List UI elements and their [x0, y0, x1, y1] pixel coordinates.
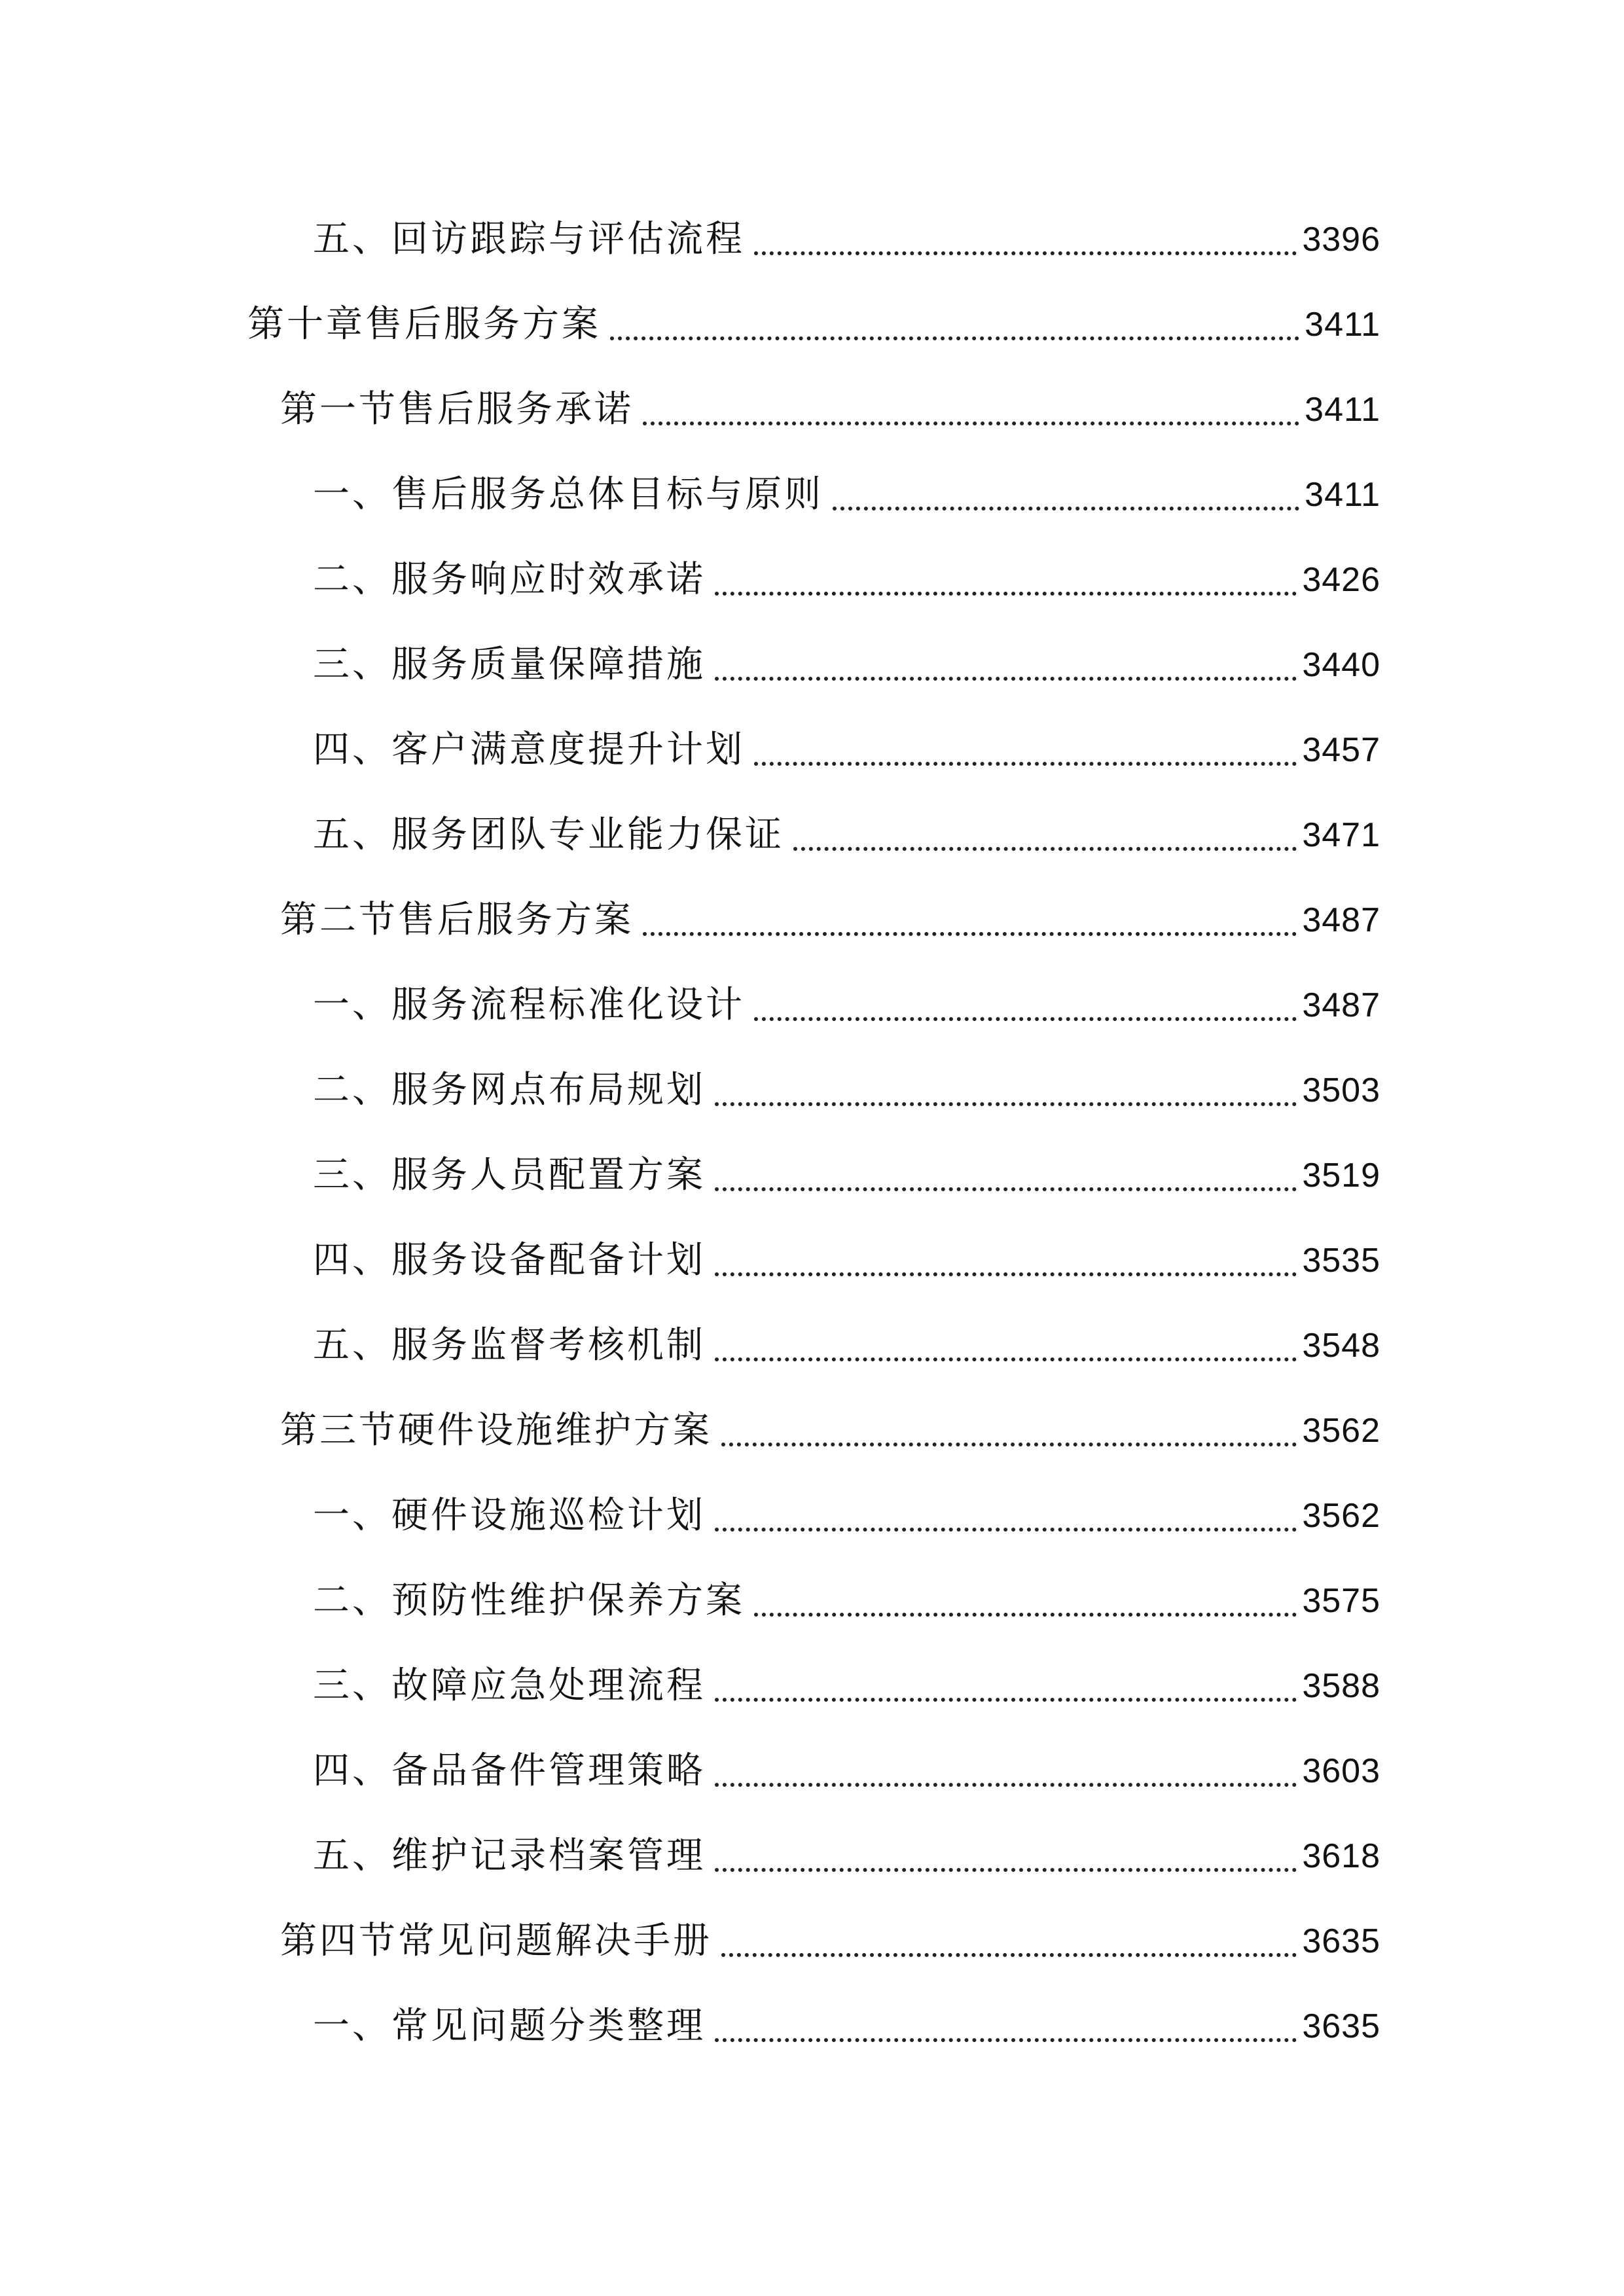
- toc-entry-title: 五、维护记录档案管理: [313, 1835, 706, 1877]
- toc-entry[interactable]: [313, 469, 1380, 521]
- toc-entry-page: 3426: [1302, 561, 1380, 599]
- dot-leader: [715, 2038, 1297, 2042]
- dot-leader: [715, 1187, 1297, 1191]
- toc-entry-title: 四、备品备件管理策略: [313, 1749, 706, 1792]
- toc-entry-title: 第四节常见问题解决手册: [280, 1920, 712, 1962]
- toc-entry[interactable]: [313, 1575, 1380, 1627]
- toc-entry-page: 3562: [1302, 1497, 1380, 1535]
- toc-entry[interactable]: [313, 1490, 1380, 1542]
- toc-entry-title: 五、服务团队专业能力保证: [313, 814, 784, 856]
- dot-leader: [715, 677, 1297, 681]
- toc-entry[interactable]: [313, 1745, 1380, 1797]
- toc-entry-page: 3548: [1302, 1327, 1380, 1365]
- toc-entry-title: 第三节硬件设施维护方案: [280, 1409, 712, 1452]
- dot-leader: [715, 1102, 1297, 1106]
- toc-entry[interactable]: [313, 724, 1380, 776]
- toc-entry-title: 二、服务网点布局规划: [313, 1069, 706, 1111]
- dot-leader: [754, 1017, 1297, 1021]
- toc-entry-page: 3503: [1302, 1071, 1380, 1109]
- toc-entry-title: 二、预防性维护保养方案: [313, 1579, 745, 1622]
- dot-leader: [754, 251, 1297, 255]
- toc-entry-title: 第十章售后服务方案: [247, 303, 601, 346]
- toc-entry-page: 3575: [1302, 1582, 1380, 1620]
- toc-entry[interactable]: [313, 1830, 1380, 1882]
- toc-entry-title: 一、售后服务总体目标与原则: [313, 473, 823, 516]
- toc-entry-page: 3411: [1305, 476, 1380, 514]
- dot-leader: [721, 1443, 1297, 1446]
- dot-leader: [793, 847, 1297, 851]
- toc-entry[interactable]: [313, 213, 1380, 266]
- toc-entry-title: 五、回访跟踪与评估流程: [313, 218, 745, 260]
- dot-leader: [610, 336, 1299, 340]
- toc-entry-page: 3440: [1302, 646, 1380, 684]
- toc-entry-page: 3411: [1305, 391, 1380, 429]
- toc-entry[interactable]: [313, 809, 1380, 861]
- toc-entry-page: 3471: [1302, 816, 1380, 854]
- toc-entry-title: 二、服务响应时效承诺: [313, 558, 706, 601]
- toc-entry-page: 3618: [1302, 1837, 1380, 1875]
- toc-entry[interactable]: [247, 298, 1380, 351]
- dot-leader: [715, 1698, 1297, 1702]
- toc-entry-page: 3603: [1302, 1752, 1380, 1790]
- toc-entry[interactable]: [280, 1915, 1380, 1967]
- toc-entry[interactable]: [313, 1149, 1380, 1202]
- toc-entry-title: 三、服务人员配置方案: [313, 1154, 706, 1196]
- toc-entry-title: 五、服务监督考核机制: [313, 1324, 706, 1367]
- toc-entry-title: 四、客户满意度提升计划: [313, 728, 745, 771]
- toc-entry[interactable]: [313, 639, 1380, 691]
- dot-leader: [715, 592, 1297, 596]
- toc-entry[interactable]: [313, 2000, 1380, 2053]
- toc-entry-title: 第二节售后服务方案: [280, 899, 634, 941]
- dot-leader: [721, 1953, 1297, 1957]
- toc-entry[interactable]: [313, 1234, 1380, 1287]
- toc-entry-page: 3487: [1302, 901, 1380, 939]
- toc-entry-page: 3562: [1302, 1412, 1380, 1450]
- toc-entry-page: 3535: [1302, 1242, 1380, 1280]
- dot-leader: [643, 422, 1299, 425]
- dot-leader: [715, 1868, 1297, 1872]
- dot-leader: [715, 1783, 1297, 1787]
- toc-entry[interactable]: [313, 1660, 1380, 1712]
- toc-entry[interactable]: [313, 979, 1380, 1031]
- toc-entry-title: 三、故障应急处理流程: [313, 1664, 706, 1707]
- toc-entry-page: 3487: [1302, 986, 1380, 1024]
- toc-entry-page: 3457: [1302, 731, 1380, 769]
- dot-leader: [754, 1613, 1297, 1617]
- dot-leader: [715, 1272, 1297, 1276]
- toc-entry-page: 3635: [1302, 1922, 1380, 1960]
- toc-entry-title: 一、服务流程标准化设计: [313, 984, 745, 1026]
- toc-entry[interactable]: [280, 894, 1380, 946]
- dot-leader: [715, 1528, 1297, 1532]
- toc-entry[interactable]: [313, 554, 1380, 606]
- toc-entry-page: 3411: [1305, 306, 1380, 344]
- toc-entry-title: 一、硬件设施巡检计划: [313, 1494, 706, 1537]
- toc-entry[interactable]: [280, 1405, 1380, 1457]
- toc-entry-title: 三、服务质量保障措施: [313, 643, 706, 686]
- dot-leader: [833, 507, 1299, 511]
- toc-entry-title: 四、服务设备配备计划: [313, 1239, 706, 1282]
- toc-entry-title: 第一节售后服务承诺: [280, 388, 634, 431]
- toc-entry-page: 3588: [1302, 1667, 1380, 1705]
- toc-entry[interactable]: [313, 1064, 1380, 1117]
- toc-entry-page: 3396: [1302, 221, 1380, 259]
- toc-entry-title: 一、常见问题分类整理: [313, 2005, 706, 2047]
- toc-entry[interactable]: [313, 1319, 1380, 1372]
- dot-leader: [715, 1357, 1297, 1361]
- toc-entry[interactable]: [280, 384, 1380, 436]
- toc-entry-page: 3519: [1302, 1157, 1380, 1194]
- dot-leader: [643, 932, 1297, 936]
- dot-leader: [754, 762, 1297, 766]
- toc-entry-page: 3635: [1302, 2007, 1380, 2045]
